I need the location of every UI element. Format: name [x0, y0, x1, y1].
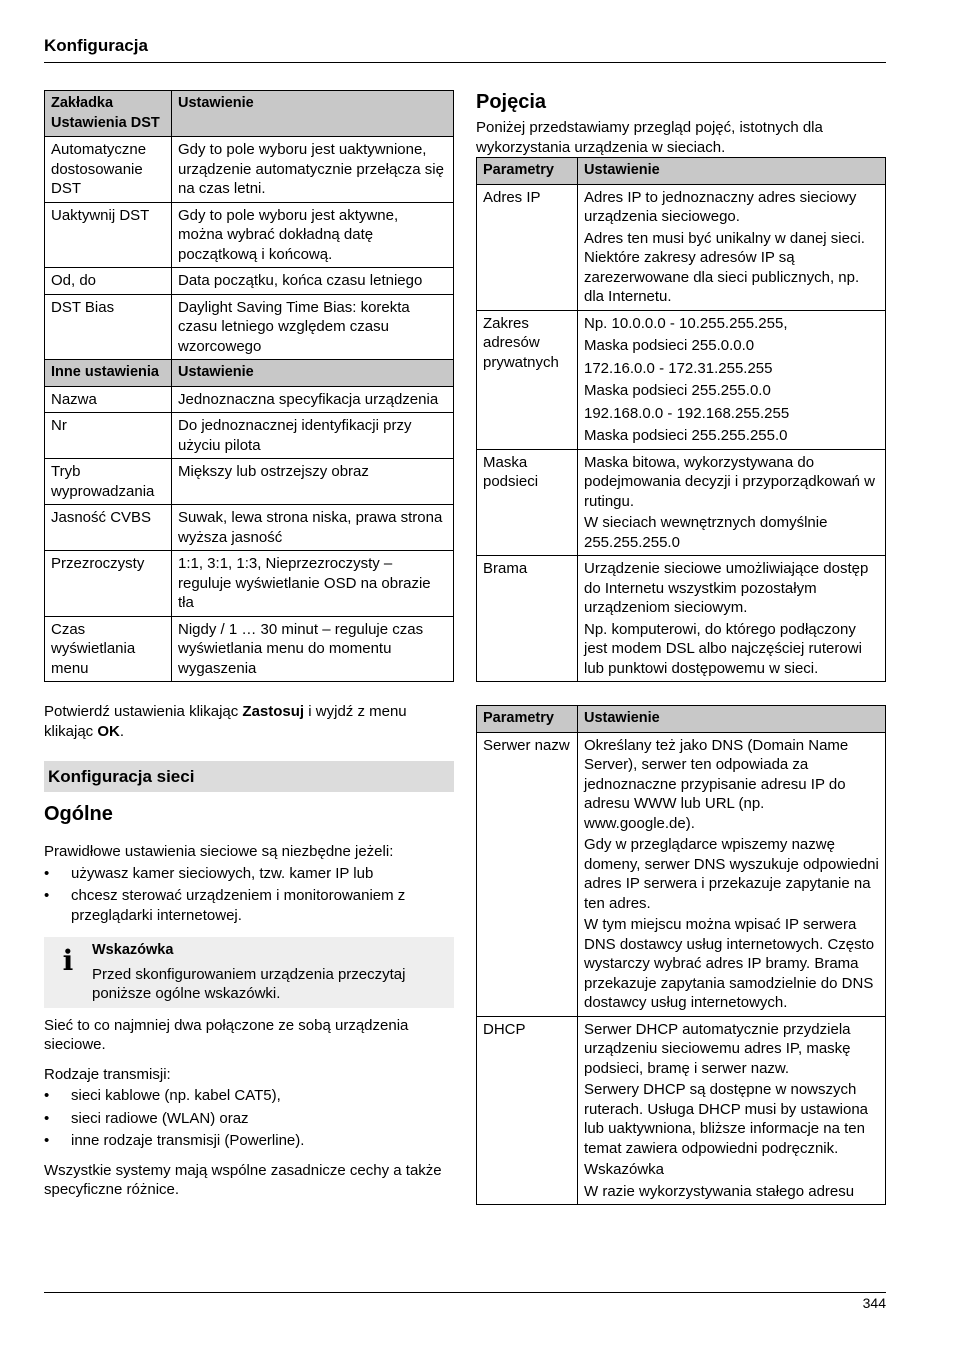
table-cell-name: Jasność CVBS: [45, 505, 172, 551]
table-cell-value: Nigdy / 1 … 30 minut – reguluje czas wyświetlania menu do momentu wygaszenia: [172, 616, 454, 682]
table-row: [45, 551, 454, 617]
cell-paragraph: Serwery DHCP są dostępne w nowszych ruterach. Usługa DHCP musi by ustawiona lub uaktywniona, bliższe informacje na ten temat zawiera odpowiedni podręcznik.: [584, 1081, 869, 1157]
table-header-row: [477, 706, 886, 733]
table-cell-value: Data początku, końca czasu letniego: [172, 268, 454, 295]
cell-paragraph: Wskazówka: [584, 1161, 665, 1178]
list-item: • sieci radiowe (WLAN) oraz: [44, 1109, 454, 1129]
note-text: Przed skonfigurowaniem urządzenia przeczytaj poniższe ogólne wskazówki.: [92, 965, 406, 1002]
table-header-row: [45, 91, 454, 137]
footer-divider: [44, 1292, 886, 1293]
table-cell-value: Gdy to pole wyboru jest uaktywnione, urządzenie automatycznie przełącza się na czas letni.: [172, 137, 454, 203]
section-heading: Pojęcia: [476, 91, 547, 113]
table-cell-value: Do jednoznacznej identyfikacji przy użyciu pilota: [172, 413, 454, 459]
table-cell-name: Maska podsieci: [477, 449, 578, 556]
intro-paragraph: Poniżej przedstawiamy przegląd pojęć, istotnych dla wykorzystania urządzenia w sieciach.: [476, 119, 823, 156]
table-cell-name: Tryb wyprowadzania: [45, 459, 172, 505]
table-cell-name: Przezroczysty: [45, 551, 172, 617]
table-header-cell: Zakładka Ustawienia DST: [45, 91, 172, 137]
table-row: [45, 459, 454, 505]
table-header-cell: Ustawienie: [172, 360, 454, 387]
cell-paragraph: Adres IP to jednoznaczny adres sieciowy urządzenia sieciowego.: [584, 188, 857, 225]
table-header-cell: Parametry: [477, 706, 578, 733]
table-cell-value: [578, 732, 886, 1016]
table-header-cell: Ustawienie: [578, 158, 886, 185]
cell-paragraph: Maska podsieci 255.255.255.0: [584, 427, 788, 444]
table-row: [45, 505, 454, 551]
section-title-bar: Konfiguracja sieci: [44, 761, 454, 792]
table-cell-name: Brama: [477, 556, 578, 682]
confirm-paragraph: [44, 702, 454, 741]
list-item: • sieci kablowe (np. kabel CAT5),: [44, 1086, 454, 1106]
cell-paragraph: Serwer DHCP automatycznie przydziela urządzeniu sieciowemu adres IP, maskę podsieci, bramę i serwer nazw.: [584, 1020, 851, 1077]
table-row: [45, 137, 454, 203]
table-cell-name: Serwer nazw: [477, 732, 578, 1016]
table-row: [45, 413, 454, 459]
right-column: [476, 90, 886, 1205]
apply-keyword: Zastosuj: [242, 703, 305, 720]
bullet-list: [44, 1086, 454, 1151]
bullet-list: [44, 864, 454, 926]
cell-paragraph: Np. 10.0.0.0 - 10.255.255.255,: [584, 314, 788, 332]
table-row: [45, 268, 454, 295]
note-box: [44, 937, 454, 1008]
table-cell-value: 1:1, 3:1, 1:3, Nieprzezroczysty – reguluje wyświetlanie OSD na obrazie tła: [172, 551, 454, 617]
table-header-row: [477, 158, 886, 185]
table-row: [477, 1016, 886, 1205]
network-terms-table: [476, 157, 886, 682]
table-cell-value: Jednoznaczna specyfikacja urządzenia: [172, 386, 454, 413]
table-cell-name: Adres IP: [477, 184, 578, 310]
table-row: [477, 310, 886, 449]
table-cell-value: Daylight Saving Time Bias: korekta czasu letniego względem czasu wzorcowego: [172, 294, 454, 360]
cell-paragraph: 192.168.0.0 - 192.168.255.255: [584, 404, 790, 422]
table-cell-name: Czas wyświetlania menu: [45, 616, 172, 682]
table-header-row: [45, 360, 454, 387]
table-header-cell: Inne ustawienia: [45, 360, 172, 387]
systems-paragraph: Wszystkie systemy mają wspólne zasadnicze cechy a także specyficzne różnice.: [44, 1161, 442, 1198]
cell-paragraph: Adres ten musi być unikalny w danej sieci. Niektóre zakresy adresów IP są zarezerwowane dla sieci publicznych, np. dla Internetu.: [584, 229, 865, 305]
table-row: [477, 556, 886, 682]
cell-paragraph: 172.16.0.0 - 172.31.255.255: [584, 359, 773, 377]
table-cell-name: Automatyczne dostosowanie DST: [45, 137, 172, 203]
network-terms-table-2: [476, 705, 886, 1205]
table-row: [477, 732, 886, 1016]
table-header-cell: Parametry: [477, 158, 578, 185]
page-header-title: Konfiguracja: [44, 36, 148, 55]
table-row: [45, 202, 454, 268]
table-cell-name: DHCP: [477, 1016, 578, 1205]
table-cell-value: [578, 1016, 886, 1205]
table-row: [477, 184, 886, 310]
table-cell-value: [578, 449, 886, 556]
table-cell-name: Nazwa: [45, 386, 172, 413]
header-divider: [44, 62, 886, 63]
cell-paragraph: Maska bitowa, wykorzystywana do podejmowania decyzji i przyporządkowań w rutingu.: [584, 453, 875, 510]
table-cell-name: Nr: [45, 413, 172, 459]
list-item: • inne rodzaje transmisji (Powerline).: [44, 1131, 454, 1151]
table-cell-name: Zakres adresów prywatnych: [477, 310, 578, 449]
section-heading: Ogólne: [44, 803, 113, 825]
table-cell-name: DST Bias: [45, 294, 172, 360]
list-item: • używasz kamer sieciowych, tzw. kamer IP lub: [44, 864, 454, 884]
note-title: Wskazówka: [92, 942, 174, 958]
table-row: [45, 294, 454, 360]
table-row: [477, 449, 886, 556]
dst-settings-table: [44, 90, 454, 682]
table-row: [45, 386, 454, 413]
table-cell-value: [578, 184, 886, 310]
network-paragraph: Sieć to co najmniej dwa połączone ze sobą urządzenia sieciowe.: [44, 1016, 409, 1053]
table-cell-value: Suwak, lewa strona niska, prawa strona wyższa jasność: [172, 505, 454, 551]
list-item: • chcesz sterować urządzeniem i monitorowaniem z przeglądarki internetowej.: [44, 886, 454, 925]
cell-paragraph: Urządzenie sieciowe umożliwiające dostęp do Internetu wszystkim pozostałym urządzeniom sieciowym.: [584, 560, 869, 616]
table-header-cell: Ustawienie: [172, 91, 454, 137]
note-body: [92, 941, 454, 1004]
confirm-text: .: [119, 722, 125, 740]
cell-paragraph: W tym miejscu można wpisać IP serwera DNS dostawcy usług internetowych. Często wystarczy wybrać adres IP bramy. Brama przekazuje zapytania samodzielnie do DNS dostawcy usług internetowych.: [584, 916, 875, 1011]
cell-paragraph: Np. komputerowi, do którego podłączony jest modem DSL albo najczęściej ruterowi lub punktowi dostępowemu w sieci.: [584, 620, 862, 677]
cell-paragraph: Maska podsieci 255.255.0.0: [584, 382, 771, 399]
table-cell-value: [578, 556, 886, 682]
cell-paragraph: W sieciach wewnętrznych domyślnie 255.255.255.0: [584, 514, 828, 551]
intro-paragraph: Prawidłowe ustawienia sieciowe są niezbędne jeżeli:: [44, 843, 394, 860]
table-cell-name: Od, do: [45, 268, 172, 295]
cell-paragraph: Maska podsieci 255.0.0.0: [584, 337, 755, 354]
info-icon: i: [62, 944, 74, 977]
cell-paragraph: W razie wykorzystywania stałego adresu: [584, 1182, 855, 1200]
ok-keyword: OK: [97, 722, 120, 740]
cell-paragraph: Gdy w przeglądarce wpiszemy nazwę domeny, serwer DNS wyszukuje odpowiedni adres IP serwera i przekazuje zapytanie na ten adres.: [584, 836, 879, 912]
table-cell-value: Gdy to pole wyboru jest aktywne, można wybrać dokładną datę początkową i końcową.: [172, 202, 454, 268]
transmission-label: Rodzaje transmisji:: [44, 1065, 171, 1083]
table-cell-name: Uaktywnij DST: [45, 202, 172, 268]
cell-paragraph: Określany też jako DNS (Domain Name Server), serwer ten odpowiada za jednoznaczne przypisanie adresu IP do adresu WWW lub URL (np. www.google.de).: [584, 736, 849, 832]
confirm-text: Potwierdź ustawienia klikając: [44, 703, 243, 720]
table-cell-value: [578, 310, 886, 449]
table-header-cell: Ustawienie: [578, 706, 886, 733]
left-column: [44, 90, 454, 1200]
confirm-text: i wyjdź z menu klikając: [44, 703, 407, 740]
table-cell-value: Miększy lub ostrzejszy obraz: [172, 459, 454, 505]
table-row: [45, 616, 454, 682]
page-number: 344: [862, 1295, 886, 1311]
